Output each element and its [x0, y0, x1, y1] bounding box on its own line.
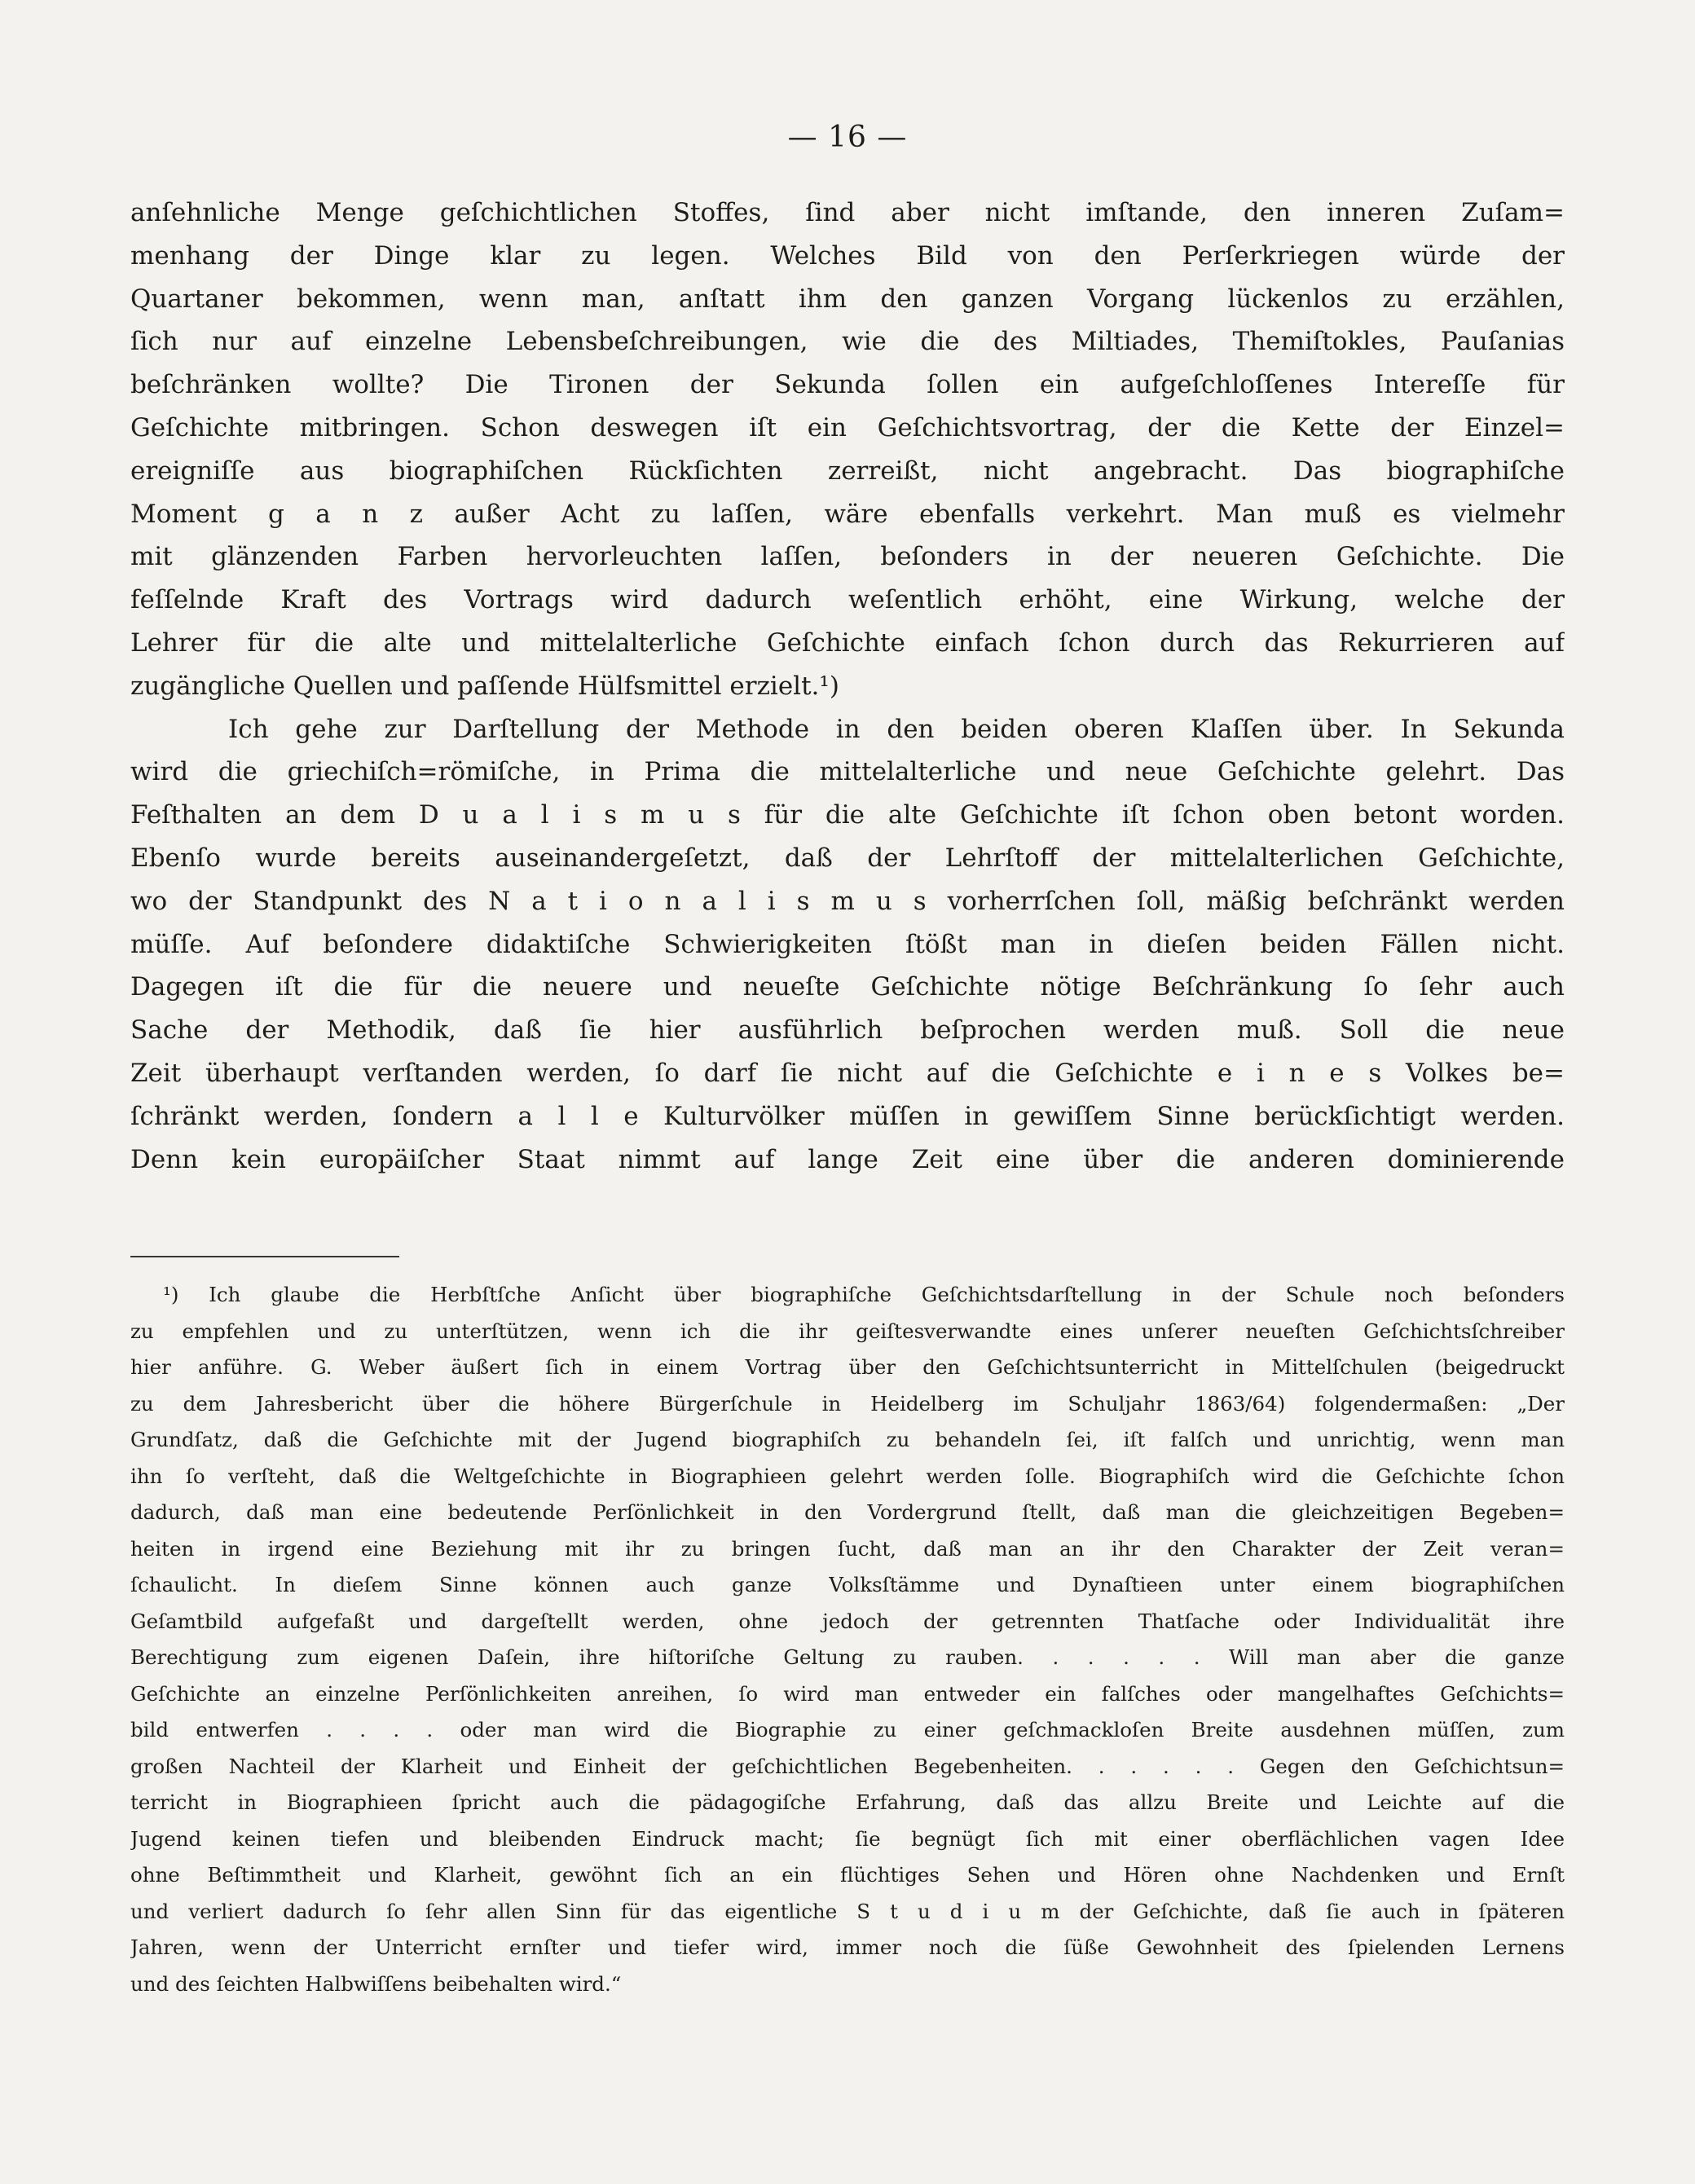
footnote-line: ¹) Ich glaube die Herbſtſche Anſicht über biographiſche Geſchichtsdarſtellung in der Schule noch beſonders: [163, 1283, 1565, 1306]
footnote-line: heiten in irgend eine Beziehung mit ihr zu bringen ſucht, daß man an ihr den Charakter der Zeit veran=: [130, 1536, 1565, 1561]
text-line: Lehrer für die alte und mittelalterliche Geſchichte einfach ſchon durch das Rekurrieren auf: [130, 627, 1565, 658]
footnote: [130, 1277, 1565, 2002]
footnote-line: Jugend keinen tiefen und bleibenden Eindruck macht; ſie begnügt ſich mit einer oberflächlichen vagen Idee: [130, 1826, 1565, 1851]
text-line: anſehnliche Menge geſchichtlichen Stoffes, ſind aber nicht imſtande, den inneren Zuſam=: [130, 198, 1565, 227]
text-line: Moment g a n z außer Acht zu laſſen, wäre ebenfalls verkehrt. Man muß es vielmehr: [130, 499, 1565, 529]
text-line: wo der Standpunkt des N a t i o n a l i s m u s vorherrſchen ſoll, mäßig beſchränkt werden: [130, 886, 1565, 916]
text-line: menhang der Dinge klar zu legen. Welches Bild von den Perſerkriegen würde der: [130, 240, 1565, 271]
text-line: Geſchichte mitbringen. Schon deswegen iſt ein Geſchichtsvortrag, der die Kette der Einzel=: [130, 412, 1565, 443]
text-line: beſchränken wollte? Die Tironen der Sekunda ſollen ein aufgeſchloſſenes Intereſſe für: [130, 370, 1565, 400]
text-line: Zeit überhaupt verſtanden werden, ſo darf ſie nicht auf die Geſchichte e i n e s Volkes be=: [130, 1058, 1565, 1088]
footnote-line: und verliert dadurch ſo ſehr allen Sinn für das eigentliche S t u d i u m der Geſchichte, daß ſie auch in ſpäteren: [130, 1899, 1565, 1923]
main-text: [130, 192, 1565, 1181]
footnote-line: ohne Beſtimmtheit und Klarheit, gewöhnt ſich an ein flüchtiges Sehen und Hören ohne Nachdenken und Ernſt: [130, 1863, 1565, 1887]
footnote-line: Geſchichte an einzelne Perſönlichkeiten anreihen, ſo wird man entweder ein falſches oder mangelhaftes Geſchichts=: [130, 1681, 1565, 1706]
text-line: ſich nur auf einzelne Lebensbeſchreibungen, wie die des Miltiades, Themiſtokles, Pauſanias: [130, 327, 1565, 357]
text-line: müſſe. Auf beſondere didaktiſche Schwierigkeiten ſtößt man in dieſen beiden Fällen nicht.: [130, 929, 1565, 959]
footnote-line: bild entwerfen . . . . oder man wird die Biographie zu einer geſchmackloſen Breite ausdehnen müſſen, zum: [130, 1718, 1565, 1741]
footnote-line: ſchaulicht. In dieſem Sinne können auch ganze Volksſtämme und Dynaſtieen unter einem biographiſchen: [130, 1573, 1565, 1596]
footnote-divider: [130, 1256, 399, 1257]
footnote-line: Grundſatz, daß die Geſchichte mit der Jugend biographiſch zu behandeln ſei, iſt falſch und unrichtig, wenn man: [130, 1428, 1565, 1451]
text-line: Ich gehe zur Darſtellung der Methode in den beiden oberen Klaſſen über. In Sekunda: [228, 714, 1565, 744]
footnote-line: und des ſeichten Halbwiſſens beibehalten wird.“: [130, 1971, 622, 1996]
footnote-line: zu empfehlen und zu unterſtützen, wenn ich die ihr geiſtesverwandte eines unſerer neueſten Geſchichtsſchreiber: [130, 1319, 1565, 1343]
footnote-line: Geſamtbild aufgefaßt und dargeſtellt werden, ohne jedoch der getrennten Thatſache oder Individualität ihre: [130, 1609, 1565, 1633]
footnote-line: zu dem Jahresbericht über die höhere Bürgerſchule in Heidelberg im Schuljahr 1863/64) folgendermaßen: „Der: [130, 1391, 1565, 1416]
footnote-line: terricht in Biographieen ſpricht auch die pädagogiſche Erfahrung, daß das allzu Breite und Leichte auf die: [130, 1790, 1565, 1814]
footnote-line: Berechtigung zum eigenen Daſein, ihre hiſtoriſche Geltung zu rauben. . . . . . Will man aber die ganze: [130, 1645, 1565, 1669]
text-line: wird die griechiſch=römiſche, in Prima die mittelalterliche und neue Geſchichte gelehrt. Das: [130, 757, 1565, 787]
text-line: ſchränkt werden, ſondern a l l e Kulturvölker müſſen in gewiſſem Sinne berückſichtigt werden.: [130, 1101, 1565, 1131]
text-line: ereigniſſe aus biographiſchen Rückſichten zerreißt, nicht angebracht. Das biographiſche: [130, 456, 1565, 486]
text-line: zugängliche Quellen und paſſende Hülfsmittel erzielt.¹): [130, 671, 839, 701]
page-number: — 16 —: [787, 121, 908, 154]
footnote-line: ihn ſo verſteht, daß die Weltgeſchichte in Biographieen gelehrt werden ſolle. Biographiſch wird die Geſchichte ſchon: [130, 1464, 1565, 1488]
footnote-line: dadurch, daß man eine bedeutende Perſönlichkeit in den Vordergrund ſtellt, daß man die gleichzeitigen Begeben=: [130, 1500, 1565, 1524]
footnote-line: hier anführe. G. Weber äußert ſich in einem Vortrag über den Geſchichtsunterricht in Mittelſchulen (beigedruckt: [130, 1355, 1565, 1379]
text-line: feſſelnde Kraft des Vortrags wird dadurch weſentlich erhöht, eine Wirkung, welche der: [130, 585, 1565, 615]
text-line: Ebenſo wurde bereits auseinandergeſetzt, daß der Lehrſtoff der mittelalterlichen Geſchichte,: [130, 843, 1565, 873]
text-line: Denn kein europäiſcher Staat nimmt auf lange Zeit eine über die anderen dominierende: [130, 1144, 1565, 1174]
footnote-line: Jahren, wenn der Unterricht ernſter und tiefer wird, immer noch die ſüße Gewohnheit des ſpielenden Lernens: [130, 1935, 1565, 1959]
text-line: Dagegen iſt die für die neuere und neueſte Geſchichte nötige Beſchränkung ſo ſehr auch: [130, 972, 1565, 1002]
text-line: Feſthalten an dem D u a l i s m u s für die alte Geſchichte iſt ſchon oben betont worden.: [130, 800, 1565, 830]
footnote-line: großen Nachteil der Klarheit und Einheit der geſchichtlichen Begebenheiten. . . . . . Gegen den Geſchichtsun=: [130, 1754, 1565, 1778]
text-line: mit glänzenden Farben hervorleuchten laſſen, beſonders in der neueren Geſchichte. Die: [130, 542, 1565, 572]
text-line: Sache der Methodik, daß ſie hier ausführlich beſprochen werden muß. Soll die neue: [130, 1015, 1565, 1046]
text-line: Quartaner bekommen, wenn man, anſtatt ihm den ganzen Vorgang lückenlos zu erzählen,: [130, 284, 1565, 314]
